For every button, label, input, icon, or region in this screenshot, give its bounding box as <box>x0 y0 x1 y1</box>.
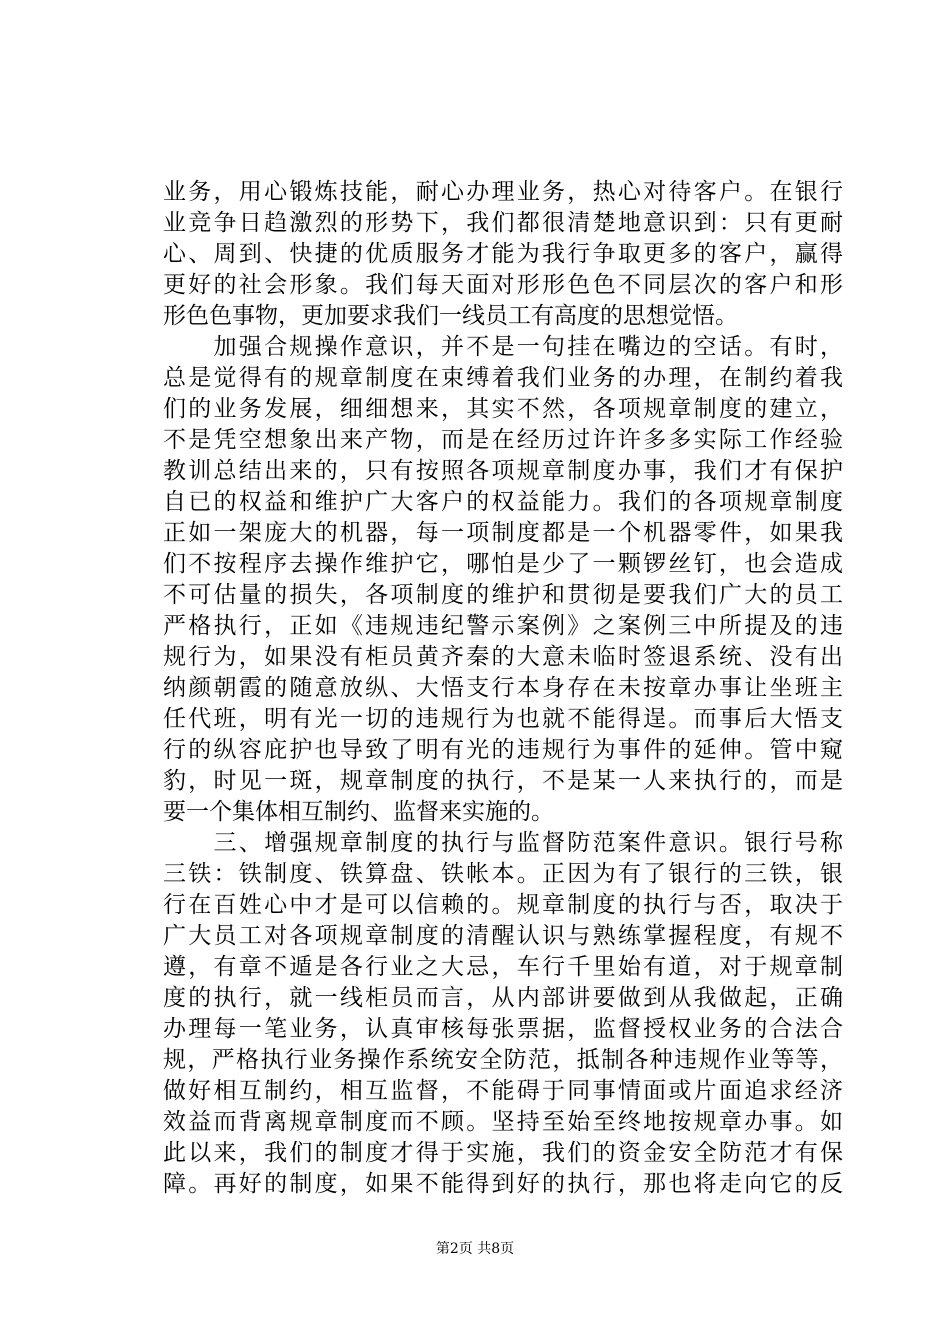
text-line: 加强合规操作意识，并不是一句挂在嘴边的空话。有时， <box>163 334 843 360</box>
text-line: 任代班，明有光一切的违规行为也就不能得逞。而事后大悟支 <box>163 706 843 732</box>
text-line: 更好的社会形象。我们每天面对形形色色不同层次的客户和形 <box>163 272 843 298</box>
text-line: 度的执行，就一线柜员而言，从内部讲要做到从我做起，正确 <box>163 985 843 1011</box>
text-line: 自已的权益和维护广大客户的权益能力。我们的各项规章制度 <box>163 489 843 515</box>
page-footer: 第2页 共8页 <box>435 1241 515 1257</box>
text-line: 效益而背离规章制度而不顾。坚持至始至终地按规章办事。如 <box>163 1109 843 1135</box>
text-line: 行在百姓心中才是可以信赖的。规章制度的执行与否，取决于 <box>163 892 843 918</box>
text-line: 三、增强规章制度的执行与监督防范案件意识。银行号称 <box>163 830 843 856</box>
text-line: 豹，时见一斑，规章制度的执行，不是某一人来执行的，而是 <box>163 768 843 794</box>
text-line: 遵，有章不遁是各行业之大忌，车行千里始有道，对于规章制 <box>163 954 843 980</box>
text-line: 规，严格执行业务操作系统安全防范，抵制各种违规作业等等， <box>163 1047 843 1073</box>
text-line: 业务，用心锻炼技能，耐心办理业务，热心对待客户。在银行 <box>163 179 843 205</box>
text-line: 办理每一笔业务，认真审核每张票据，监督授权业务的合法合 <box>163 1016 843 1042</box>
text-line: 们不按程序去操作维护它，哪怕是少了一颗锣丝钉，也会造成 <box>163 551 843 577</box>
text-line: 此以来，我们的制度才得于实施，我们的资金安全防范才有保 <box>163 1140 843 1166</box>
text-line: 总是觉得有的规章制度在束缚着我们业务的办理，在制约着我 <box>163 365 843 391</box>
text-line: 纳颜朝霞的随意放纵、大悟支行本身存在未按章办事让坐班主 <box>163 675 843 701</box>
text-line: 业竞争日趋激烈的形势下，我们都很清楚地意识到：只有更耐 <box>163 210 843 236</box>
text-line: 们的业务发展，细细想来，其实不然，各项规章制度的建立， <box>163 396 843 422</box>
text-line: 不可估量的损失，各项制度的维护和贯彻是要我们广大的员工 <box>163 582 843 608</box>
text-line: 障。再好的制度，如果不能得到好的执行，那也将走向它的反 <box>163 1171 843 1197</box>
text-line: 严格执行，正如《违规违纪警示案例》之案例三中所提及的违 <box>163 613 843 639</box>
text-line: 行的纵容庇护也导致了明有光的违规行为事件的延伸。管中窥 <box>163 737 843 763</box>
text-line: 三铁：铁制度、铁算盘、铁帐本。正因为有了银行的三铁，银 <box>163 861 843 887</box>
text-line: 心、周到、快捷的优质服务才能为我行争取更多的客户，赢得 <box>163 241 843 267</box>
text-line: 做好相互制约，相互监督，不能碍于同事情面或片面追求经济 <box>163 1078 843 1104</box>
text-line: 正如一架庞大的机器，每一项制度都是一个机器零件，如果我 <box>163 520 843 546</box>
text-line: 教训总结出来的，只有按照各项规章制度办事，我们才有保护 <box>163 458 843 484</box>
text-line: 要一个集体相互制约、监督来实施的。 <box>163 799 554 825</box>
text-line: 不是凭空想象出来产物，而是在经历过许许多多实际工作经验 <box>163 427 843 453</box>
text-line: 广大员工对各项规章制度的清醒认识与熟练掌握程度，有规不 <box>163 923 843 949</box>
body-text <box>163 177 843 1200</box>
text-line: 形色色事物，更加要求我们一线员工有高度的思想觉悟。 <box>163 303 738 329</box>
text-line: 规行为，如果没有柜员黄齐秦的大意未临时签退系统、没有出 <box>163 644 843 670</box>
